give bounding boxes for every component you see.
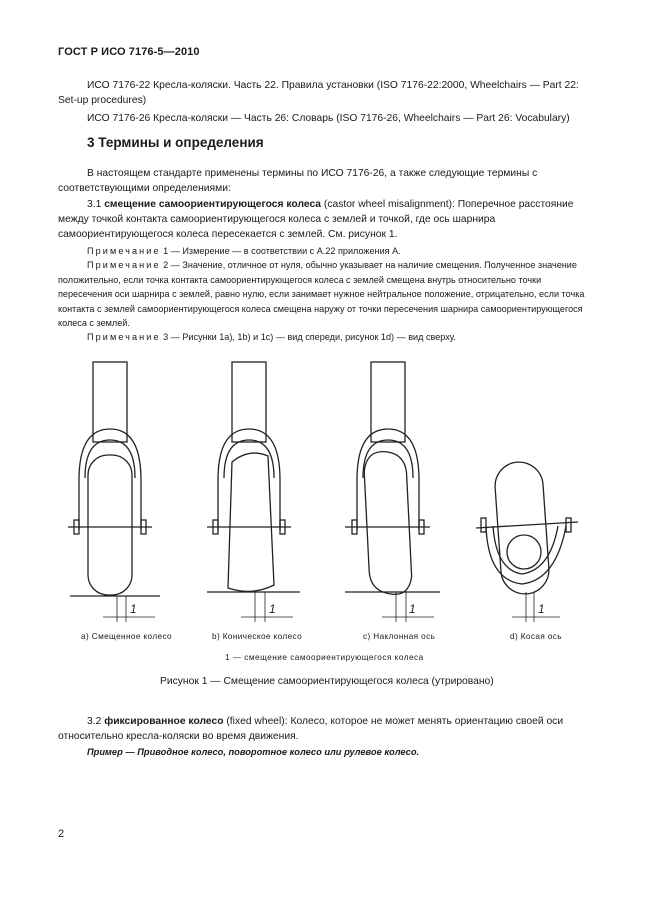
note-1	[58, 244, 592, 258]
term-definition: (fixed wheel): Колесо, которое не может менять ориентацию своей оси относительно кресла-коляски во время движения.	[58, 716, 564, 742]
note-label: Примечание	[87, 332, 161, 343]
page-number: 2	[58, 828, 65, 840]
note-3	[58, 330, 592, 344]
figure-legend: 1 — смещение самоориентирующегося колеса	[225, 653, 424, 662]
term-3-1	[58, 197, 592, 242]
note-text: 2 — Значение, отличное от нуля, обычно указывает на наличие смещения. Полученное значение положительно, если точка контакта самоориентирующегося колеса с землей смещена внутрь относительно точки пересечения оси шарнира с землей, равно нулю, если занимает нужное нейтральное положение, отрицательно, если точка контакта с землей самоориентирующегося колеса смещена наружу от точки пересечения шарнира самоориентирующегося колеса с землей.	[58, 260, 585, 329]
note-label: Примечание	[87, 246, 161, 256]
note-text: 3 — Рисунки 1а), 1b) и 1с) — вид спереди, рисунок 1d) — вид сверху.	[160, 332, 456, 343]
normative-references	[58, 78, 592, 129]
example-text: Пример — Приводное колесо, поворотное колесо или рулевое колесо.	[87, 747, 420, 757]
section-title: 3 Термины и определения	[87, 135, 264, 150]
subcaption-b: b) Коническое колесо	[212, 632, 303, 641]
castor-wheel-a-drawing	[68, 362, 160, 622]
subcaption-c: с) Наклонная ось	[363, 632, 436, 641]
dimension-label-c: 1	[409, 602, 416, 616]
dimension-label-a: 1	[130, 602, 137, 616]
notes	[58, 244, 592, 345]
figure-1-castor-wheels	[60, 350, 594, 680]
term-number: 3.2	[87, 716, 102, 727]
castor-wheel-c-drawing	[345, 362, 440, 622]
term-3-2-paragraph	[58, 714, 592, 744]
dimension-label-d: 1	[538, 602, 545, 616]
term-3-1-paragraph	[58, 197, 592, 242]
note-2	[58, 258, 592, 330]
term-3-2	[58, 714, 592, 744]
term-definition: (castor wheel misalignment): Поперечное расстояние между точкой контакта самоориентирующегося колеса с землей и точкой, где ось шарнира самоориентирующегося колеса пересекается с землей. См. рисунок 1.	[58, 199, 574, 240]
dimension-label-b: 1	[269, 602, 276, 616]
term-name: фиксированное колесо	[104, 716, 224, 727]
reference-item: ИСО 7176-26 Кресла-коляски — Часть 26: Словарь (ISO 7176-26, Wheelchairs — Part 26: Vocabulary)	[87, 113, 570, 124]
castor-wheel-b-drawing	[207, 362, 300, 622]
term-number: 3.1	[87, 199, 102, 210]
figure-caption: Рисунок 1 — Смещение самоориентирующегося колеса (утрировано)	[160, 676, 494, 687]
term-name: смещение самоориентирующегося колеса	[104, 199, 322, 210]
reference-item: ИСО 7176-22 Кресла-коляски. Часть 22. Правила установки (ISO 7176-22:2000, Wheelchairs — Part 22: Set-up procedures)	[58, 80, 579, 106]
subcaption-a: а) Смещенное колесо	[81, 632, 172, 641]
note-text: 1 — Измерение — в соответствии с А.22 приложения А.	[160, 246, 401, 256]
intro-text: В настоящем стандарте применены термины по ИСО 7176-26, а также следующие термины с соответствующими определениями:	[58, 168, 538, 194]
note-label: Примечание	[87, 260, 161, 271]
castor-wheel-d-drawing	[476, 460, 578, 622]
intro-paragraph	[58, 166, 592, 196]
subcaption-d: d) Косая ось	[510, 632, 562, 641]
standard-header: ГОСТ Р ИСО 7176-5—2010	[58, 46, 200, 58]
